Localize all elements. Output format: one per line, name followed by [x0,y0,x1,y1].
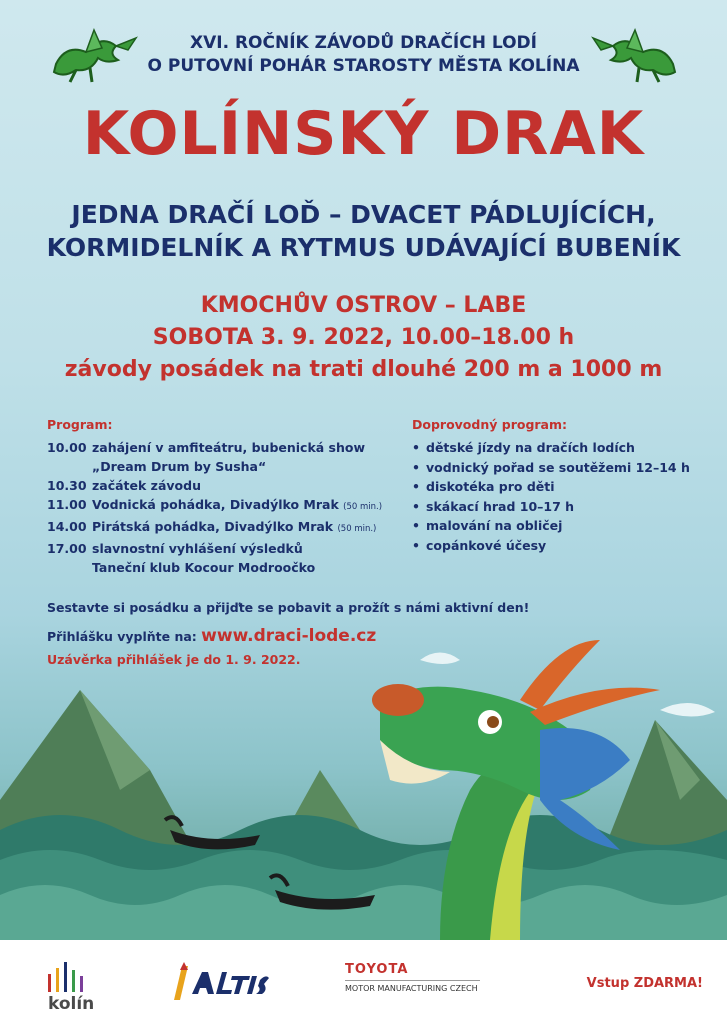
list-item [47,517,407,539]
tagline-line2: KORMIDELNÍK A RYTMUS UDÁVAJÍCÍ BUBENÍK [46,233,681,262]
program-time [47,457,92,476]
invite-text: Sestavte si posádku a přijďte se pobavit a prožít s námi aktivní den! [47,600,530,615]
program-text-main: slavnostní vyhlášení výsledků [92,541,303,556]
list-item: • malování na obličej [412,516,702,536]
program-text-main: Vodnická pohádka, Divadýlko Mrak [92,497,344,512]
list-item: • skákací hrad 10–17 h [412,497,702,517]
program-time [47,558,92,577]
program-duration-note: (50 min.) [337,524,377,534]
kolin-bars-icon [46,958,90,992]
tagline [0,198,727,264]
program-text [92,517,407,539]
list-item [47,457,407,476]
program-heading: Program: [47,417,113,432]
program-time: 14.00 [47,519,87,534]
subheading-line2: O PUTOVNÍ POHÁR STAROSTY MĚSTA KOLÍNA [147,56,580,76]
program-text [92,476,407,495]
registration-link[interactable]: www.draci-lode.cz [201,626,377,646]
page-title: KOLÍNSKÝ DRAK [82,99,645,169]
venue-place: KMOCHŮV OSTROV – LABE [200,293,527,318]
toyota-name: TOYOTA [345,962,409,977]
program-text [92,457,407,476]
kolin-logo [46,958,96,1018]
altis-logo [170,960,270,1004]
extra-program-list [412,417,702,555]
program-text [92,539,407,558]
program-time: 11.00 [47,497,87,512]
program-time: 10.00 [47,440,87,455]
registration-label: Přihlášku vyplňte na: [47,629,202,644]
sponsor-footer [0,940,727,1024]
list-item [47,539,407,558]
list-item [47,476,407,495]
list-item: • dětské jízdy na dračích lodích [412,438,702,458]
list-item: • diskotéka pro děti [412,477,702,497]
registration-deadline: Uzávěrka přihlášek je do 1. 9. 2022. [47,652,301,667]
list-item [47,495,407,517]
program-time: 10.30 [47,478,87,493]
list-item: • copánkové účesy [412,536,702,556]
kolin-logo-text: kolín [48,994,95,1014]
list-item [47,558,407,577]
divider [345,980,480,981]
event-subheading [0,32,727,78]
list-item [47,438,407,457]
program-list [47,417,407,577]
list-item: • vodnický pořad se soutěžemi 12–14 h [412,458,702,478]
toyota-subtitle: MOTOR MANUFACTURING CZECH [345,984,478,993]
program-text [92,438,407,457]
venue-block [0,290,727,386]
venue-races: závody posádek na trati dlouhé 200 m a 1000 m [64,357,663,382]
program-text [92,495,407,517]
subheading-line1: XVI. ROČNÍK ZÁVODŮ DRAČÍCH LODÍ [190,33,537,53]
program-text-main: zahájení v amfiteátru, bubenická show [92,440,366,455]
program-time: 17.00 [47,541,87,556]
tagline-line1: JEDNA DRAČÍ LOĎ – DVACET PÁDLUJÍCÍCH, [71,200,656,229]
program-text-main: Taneční klub Kocour Modroočko [92,560,316,575]
program-text-main: „Dream Drum by Susha“ [92,459,267,474]
program-text-main: začátek závodu [92,478,201,493]
dragon-scene-illustration [0,620,727,940]
program-text-main: Pirátská pohádka, Divadýlko Mrak [92,519,338,534]
extra-program-heading: Doprovodný program: [412,417,568,432]
program-text [92,558,407,577]
toyota-logo [345,962,495,993]
program-duration-note: (50 min.) [343,502,383,512]
venue-date: SOBOTA 3. 9. 2022, 10.00–18.00 h [152,325,575,350]
free-entry-badge: Vstup ZDARMA! [586,976,703,991]
